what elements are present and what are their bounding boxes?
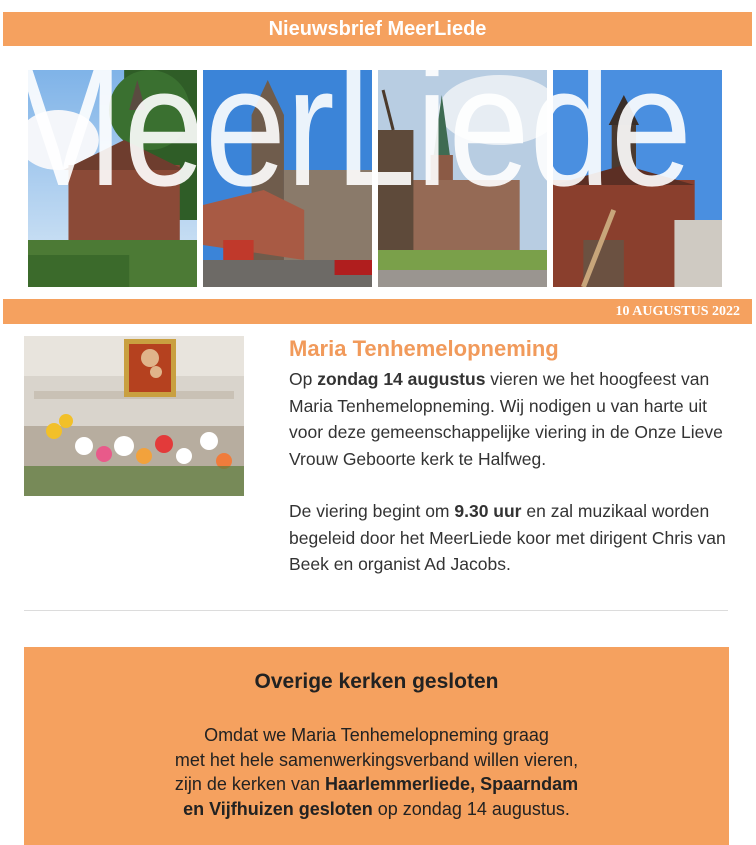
newsletter-title-bar <box>3 12 752 46</box>
banner-photo-church-2 <box>203 70 372 287</box>
article-paragraph-2 <box>289 498 734 578</box>
banner-wordmark-text: MeerLiede <box>2 32 692 217</box>
article-p2-text-rest: en zal muzikaal worden begeleid door het MeerLiede koor met dirigent Chris van Beek en organist Ad Jacobs. <box>289 501 726 574</box>
date-bar <box>3 299 752 324</box>
newsletter-title: Nieuwsbrief MeerLiede <box>268 18 487 40</box>
notice-line-2: met het hele samenwerkingsverband willen vieren, <box>174 749 579 770</box>
notice-title: Overige kerken gesloten <box>254 670 499 693</box>
header-banner <box>28 70 722 287</box>
newsletter-date: 10 AUGUSTUS 2022 <box>615 304 740 319</box>
banner-photo-church-1 <box>28 70 197 287</box>
banner-photo-church-3 <box>378 70 547 287</box>
article-p1-date: zondag 14 augustus <box>317 369 486 389</box>
article-p2-text: De viering begint om <box>289 501 455 521</box>
notice-line-4: op zondag 14 augustus. <box>372 798 570 819</box>
article-p2-time: 9.30 uur <box>454 501 522 521</box>
notice-line-1: Omdat we Maria Tenhemelopneming graag <box>204 725 549 745</box>
notice-line-3-bold: Haarlemmerliede, Spaarndam <box>324 774 579 794</box>
article-p1-text-rest: vieren we het hoogfeest van Maria Tenhemelopneming. Wij nodigen u van harte uit voor deze gemeenschappelijke viering in de Onze Lieve Vrouw Geboorte kerk te Halfweg. <box>289 369 723 469</box>
notice-box <box>24 647 729 845</box>
article-paragraph-1 <box>289 366 734 472</box>
notice-line-4-bold: en Vijfhuizen gesloten <box>183 798 373 819</box>
article-title: Maria Tenhemelopneming <box>289 336 559 361</box>
altar-flowers-photo <box>24 336 244 496</box>
banner-photo-church-4 <box>553 70 722 287</box>
article-maria-tenhemelopneming <box>289 336 734 578</box>
notice-body <box>24 723 729 821</box>
article-p1-text: Op <box>289 369 318 389</box>
section-divider <box>24 610 728 611</box>
notice-line-3: zijn de kerken van <box>174 774 325 794</box>
